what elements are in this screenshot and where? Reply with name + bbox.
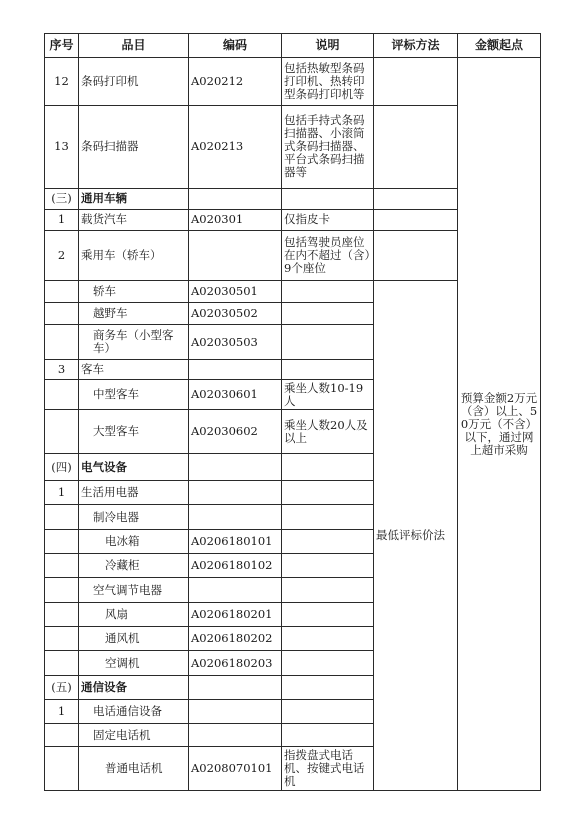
item-code-cell — [189, 700, 282, 724]
row-number-cell — [45, 602, 79, 626]
item-note-cell: 仅指皮卡 — [282, 209, 374, 230]
procurement-catalog-table — [44, 33, 541, 791]
item-code-cell: A02030601 — [189, 380, 282, 410]
item-name-cell: 普通电话机 — [79, 746, 189, 790]
item-note-cell — [282, 188, 374, 209]
item-code-cell — [189, 505, 282, 529]
header-cell-amount: 金额起点 — [458, 34, 541, 58]
item-note-cell — [282, 578, 374, 602]
row-number-cell: (四) — [45, 454, 79, 481]
item-code-cell — [189, 481, 282, 505]
item-code-cell: A0208070101 — [189, 746, 282, 790]
item-note-cell: 乘坐人数10-19人 — [282, 380, 374, 410]
item-code-cell — [189, 454, 282, 481]
item-name-cell: 冷藏柜 — [79, 554, 189, 578]
item-code-cell: A020301 — [189, 209, 282, 230]
item-note-cell — [282, 481, 374, 505]
item-name-cell: 电气设备 — [79, 454, 189, 481]
item-code-cell: A0206180203 — [189, 651, 282, 675]
item-name-cell: 固定电话机 — [79, 724, 189, 746]
item-name-cell: 中型客车 — [79, 380, 189, 410]
item-note-cell: 包括热敏型条码打印机、热转印型条码打印机等 — [282, 58, 374, 106]
item-code-cell — [189, 724, 282, 746]
item-note-cell — [282, 325, 374, 360]
item-name-cell: 大型客车 — [79, 410, 189, 454]
row-number-cell: 1 — [45, 209, 79, 230]
row-number-cell — [45, 578, 79, 602]
header-cell-code: 编码 — [189, 34, 282, 58]
method-cell: 最低评标价法 — [374, 280, 458, 790]
item-note-cell — [282, 675, 374, 699]
item-note-cell: 包括驾驶员座位在内不超过（含）9个座位 — [282, 230, 374, 280]
item-name-cell: 乘用车（轿车） — [79, 230, 189, 280]
item-note-cell — [282, 627, 374, 651]
method-cell — [374, 188, 458, 209]
row-number-cell — [45, 746, 79, 790]
item-name-cell: 电冰箱 — [79, 529, 189, 553]
item-note-cell — [282, 651, 374, 675]
item-note-cell: 包括手持式条码扫描器、小滚筒式条码扫描器、平台式条码扫描器等 — [282, 105, 374, 188]
item-note-cell — [282, 602, 374, 626]
item-name-cell: 生活用电器 — [79, 481, 189, 505]
item-name-cell: 客车 — [79, 360, 189, 380]
row-number-cell — [45, 529, 79, 553]
item-name-cell: 条码打印机 — [79, 58, 189, 106]
item-code-cell: A02030602 — [189, 410, 282, 454]
item-code-cell: A0206180101 — [189, 529, 282, 553]
row-number-cell — [45, 380, 79, 410]
header-cell-item: 品目 — [79, 34, 189, 58]
row-number-cell — [45, 724, 79, 746]
item-note-cell — [282, 554, 374, 578]
row-number-cell: (三) — [45, 188, 79, 209]
item-note-cell — [282, 454, 374, 481]
row-number-cell: 12 — [45, 58, 79, 106]
item-code-cell: A02030501 — [189, 280, 282, 302]
method-cell — [374, 209, 458, 230]
row-number-cell: (五) — [45, 675, 79, 699]
item-code-cell: A0206180102 — [189, 554, 282, 578]
row-number-cell: 2 — [45, 230, 79, 280]
row-number-cell: 1 — [45, 481, 79, 505]
row-number-cell: 1 — [45, 700, 79, 724]
method-cell — [374, 58, 458, 106]
item-name-cell: 轿车 — [79, 280, 189, 302]
item-name-cell: 通风机 — [79, 627, 189, 651]
item-code-cell — [189, 230, 282, 280]
item-name-cell: 载货汽车 — [79, 209, 189, 230]
amount-threshold-cell: 预算金额2万元（含）以上、50万元（不含）以下，通过网上超市采购 — [458, 58, 541, 791]
row-number-cell — [45, 651, 79, 675]
header-row — [45, 34, 541, 58]
table-row — [45, 58, 541, 106]
item-name-cell: 越野车 — [79, 302, 189, 324]
header-cell-note: 说明 — [282, 34, 374, 58]
item-code-cell — [189, 360, 282, 380]
method-cell — [374, 230, 458, 280]
item-name-cell: 条码扫描器 — [79, 105, 189, 188]
row-number-cell — [45, 627, 79, 651]
item-note-cell — [282, 302, 374, 324]
header-cell-no: 序号 — [45, 34, 79, 58]
item-note-cell — [282, 280, 374, 302]
item-name-cell: 电话通信设备 — [79, 700, 189, 724]
item-note-cell — [282, 529, 374, 553]
item-code-cell — [189, 188, 282, 209]
row-number-cell — [45, 410, 79, 454]
item-code-cell — [189, 675, 282, 699]
item-note-cell — [282, 505, 374, 529]
item-note-cell — [282, 360, 374, 380]
row-number-cell — [45, 325, 79, 360]
item-name-cell: 风扇 — [79, 602, 189, 626]
item-name-cell: 通信设备 — [79, 675, 189, 699]
row-number-cell — [45, 505, 79, 529]
item-code-cell: A020213 — [189, 105, 282, 188]
item-name-cell: 空调机 — [79, 651, 189, 675]
item-name-cell: 商务车（小型客车） — [79, 325, 189, 360]
row-number-cell: 3 — [45, 360, 79, 380]
item-code-cell: A0206180201 — [189, 602, 282, 626]
item-code-cell: A02030502 — [189, 302, 282, 324]
row-number-cell — [45, 280, 79, 302]
header-cell-method: 评标方法 — [374, 34, 458, 58]
item-note-cell — [282, 724, 374, 746]
item-code-cell: A020212 — [189, 58, 282, 106]
item-note-cell: 指拨盘式电话机、按键式电话机 — [282, 746, 374, 790]
item-name-cell: 通用车辆 — [79, 188, 189, 209]
row-number-cell — [45, 554, 79, 578]
item-name-cell: 空气调节电器 — [79, 578, 189, 602]
item-name-cell: 制冷电器 — [79, 505, 189, 529]
item-code-cell: A0206180202 — [189, 627, 282, 651]
item-note-cell — [282, 700, 374, 724]
item-note-cell: 乘坐人数20人及以上 — [282, 410, 374, 454]
row-number-cell — [45, 302, 79, 324]
method-cell — [374, 105, 458, 188]
item-code-cell: A02030503 — [189, 325, 282, 360]
row-number-cell: 13 — [45, 105, 79, 188]
item-code-cell — [189, 578, 282, 602]
